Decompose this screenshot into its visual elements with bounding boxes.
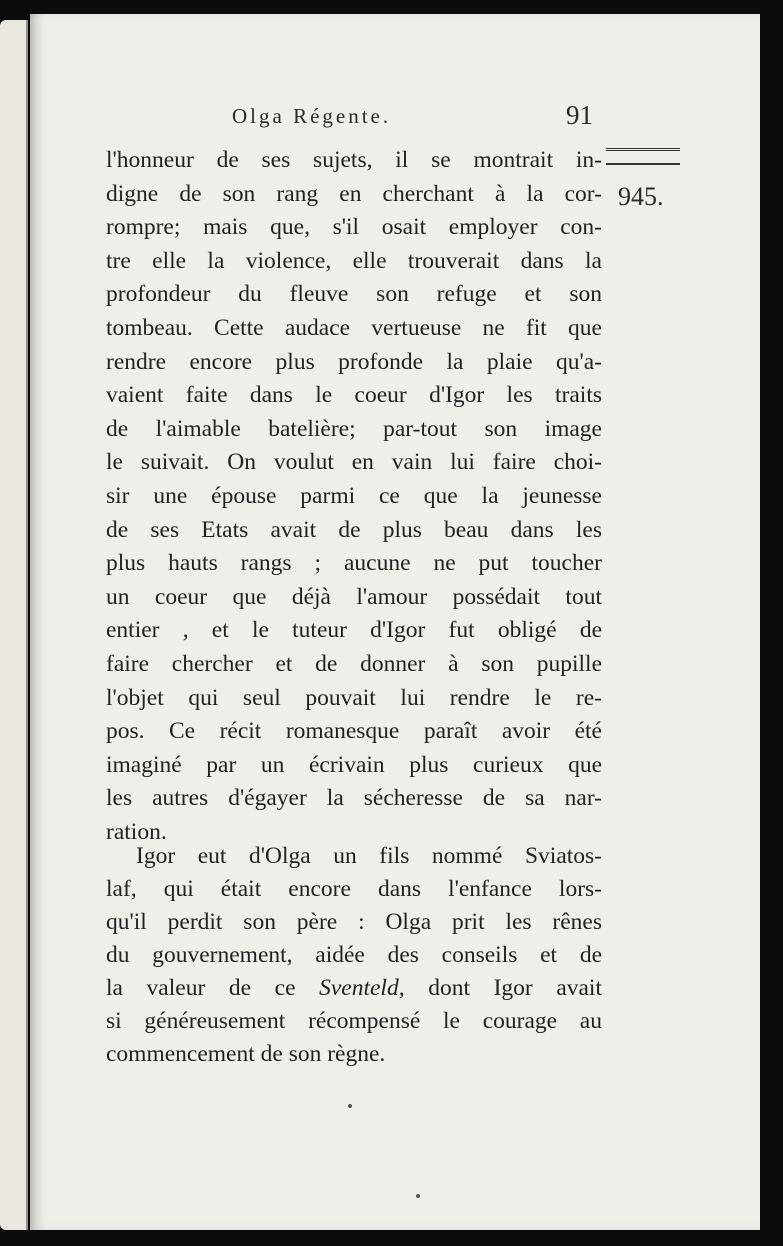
text-line: commencement de son règne.	[106, 1041, 386, 1067]
text-fragment: dont Igor avait	[404, 975, 602, 1001]
text-line: le suivait. On voulut en vain lui faire choi-	[106, 449, 602, 476]
ink-speck	[348, 1104, 352, 1108]
text-line: vaient faite dans le coeur d'Igor les traits	[106, 382, 602, 409]
text-line: tombeau. Cette audace vertueuse ne fit que	[106, 315, 602, 341]
text-line: plus hauts rangs ; aucune ne put toucher	[106, 550, 602, 577]
text-line: rompre; mais que, s'il osait employer con-	[106, 214, 602, 241]
text-line: imaginé par un écrivain plus curieux que	[106, 751, 602, 778]
text-line: pos. Ce récit romanesque paraît avoir été	[106, 718, 602, 745]
text-fragment: la valeur de ce	[106, 975, 320, 1001]
text-line: rendre encore plus profonde la plaie qu'a-	[106, 348, 602, 375]
text-line: de ses Etats avait de plus beau dans les	[106, 516, 602, 543]
text-line: laf, qui était encore dans l'enfance lors-	[106, 876, 602, 902]
text-line: profondeur du fleuve son refuge et son	[106, 281, 602, 308]
text-line: les autres d'égayer la sécheresse de sa nar-	[106, 785, 602, 812]
text-line: faire chercher et de donner à son pupille	[106, 651, 602, 677]
text-line: qu'il perdit son père : Olga prit les rênes	[106, 909, 602, 935]
italic-name: Sventeld,	[319, 975, 405, 1001]
text-line: l'honneur de ses sujets, il se montrait in-	[106, 147, 602, 173]
text-line: tre elle la violence, elle trouverait dans la	[106, 247, 602, 274]
text-line	[106, 972, 602, 1004]
text-line: digne de son rang en cherchant à la cor-	[106, 180, 602, 207]
ink-speck	[416, 1194, 420, 1198]
left-page-edge	[0, 20, 28, 1230]
text-line: sir une épouse parmi ce que la jeunesse	[106, 483, 602, 509]
running-head: Olga Régente.	[232, 104, 392, 128]
book-page	[30, 14, 760, 1230]
text-line: ration.	[106, 819, 167, 845]
text-line: Igor eut d'Olga un fils nommé Sviatos-	[136, 843, 602, 869]
page-number: 91	[566, 100, 593, 130]
text-line: de l'aimable batelière; par-tout son image	[106, 415, 602, 442]
text-line: l'objet qui seul pouvait lui rendre le re-	[106, 684, 602, 711]
text-line: si généreusement récompensé le courage au	[106, 1008, 602, 1034]
margin-date-note: 945.	[618, 182, 664, 211]
text-line: un coeur que déjà l'amour possédait tout	[106, 583, 602, 610]
text-line: entier , et le tuteur d'Igor fut obligé de	[106, 617, 602, 644]
text-line: du gouvernement, aidée des conseils et de	[106, 942, 602, 968]
margin-rule	[606, 148, 680, 165]
